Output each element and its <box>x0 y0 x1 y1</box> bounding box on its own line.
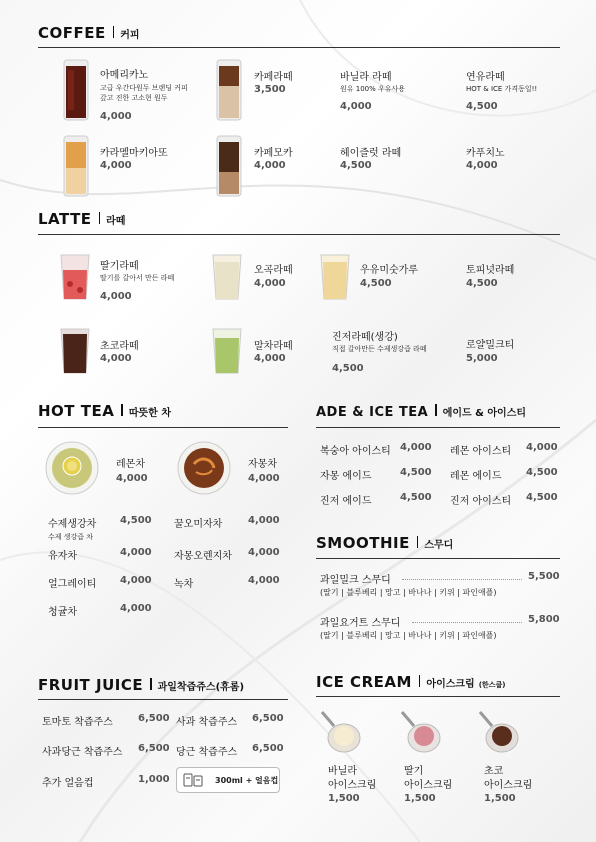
menu-item-name: 아이스크림 <box>484 780 533 791</box>
menu-item-price: 1,500 <box>328 793 360 804</box>
hottea-subtitle: 따뜻한 차 <box>128 408 171 419</box>
menu-item-name: 카페모카 <box>254 148 293 159</box>
menu-item-name: 레몬차 <box>116 459 145 470</box>
latte-subtitle: 라떼 <box>106 216 126 227</box>
menu-item-name: 레몬 아이스티 <box>450 446 512 457</box>
menu-item-options: (딸기 | 블루베리 | 망고 | 바나나 | 키위 | 파인애플) <box>320 588 497 597</box>
menu-item-name: 카푸치노 <box>466 148 505 159</box>
ice-cup-note <box>176 767 280 793</box>
choco-latte-image <box>58 326 92 376</box>
icecream-subtitle: 아이스크림 <box>426 679 475 690</box>
juice-rule <box>38 699 288 700</box>
strawberry-icecream-image <box>398 708 442 756</box>
lemon-tea-image <box>44 440 100 496</box>
juice-title: FRUIT JUICE <box>38 676 144 694</box>
menu-item-name: 진저 에이드 <box>320 496 372 507</box>
menu-item-price: 5,800 <box>528 614 560 625</box>
hottea-rule <box>38 427 288 428</box>
menu-item-price: 4,500 <box>400 492 432 503</box>
menu-item-price: 6,500 <box>138 713 170 724</box>
icecream-rule <box>316 696 560 697</box>
matcha-latte-image <box>210 326 244 376</box>
menu-item-price: 4,000 <box>248 515 280 526</box>
smoothie-rule <box>316 558 560 559</box>
menu-item-price: 4,500 <box>360 278 392 289</box>
smoothie-header <box>316 534 453 552</box>
menu-item-name: 얼그레이티 <box>48 579 97 590</box>
coffee-header <box>38 24 140 42</box>
menu-item-price: 5,000 <box>466 353 498 364</box>
icecream-title: ICE CREAM <box>316 673 412 691</box>
menu-item-name: 오곡라떼 <box>254 265 293 276</box>
menu-item-name: 우유미숫가루 <box>360 265 418 276</box>
menu-item-price: 6,500 <box>252 713 284 724</box>
menu-item-desc: 원유 100% 우유사용 <box>340 85 406 93</box>
menu-item-name: 복숭아 아이스티 <box>320 446 391 457</box>
menu-item-desc: 딸기를 갈아서 만든 라떼 <box>100 274 175 282</box>
menu-item-name: 토피넛라떼 <box>466 265 515 276</box>
menu-item-price: 4,000 <box>248 575 280 586</box>
latte-header <box>38 210 125 228</box>
menu-item-name: 헤이즐럿 라떼 <box>340 148 402 159</box>
menu-item-name: 로얄밀크티 <box>466 340 515 351</box>
menu-item-price: 4,500 <box>120 515 152 526</box>
menu-item-price: 4,000 <box>120 547 152 558</box>
ade-subtitle: 에이드 & 아이스티 <box>442 408 527 419</box>
menu-item-price: 4,000 <box>120 603 152 614</box>
menu-item-name: 연유라떼 <box>466 72 505 83</box>
menu-item-name: 진저 아이스티 <box>450 496 512 507</box>
menu-item-desc: 갚고 진한 고소현 원두 <box>100 94 168 102</box>
menu-item-price: 4,000 <box>100 111 132 122</box>
menu-item-price: 4,000 <box>116 473 148 484</box>
menu-item-name: 딸기 <box>404 766 424 777</box>
hottea-title: HOT TEA <box>38 402 115 420</box>
menu-item-name: 카라멜마키아또 <box>100 148 168 159</box>
menu-item-price: 4,000 <box>248 473 280 484</box>
menu-item-desc: 수제 생강즙 차 <box>48 533 94 541</box>
menu-item-name: 초코라떼 <box>100 341 139 352</box>
menu-item-name: 녹차 <box>174 579 194 590</box>
vanilla-icecream-image <box>318 708 362 756</box>
menu-item-price: 4,500 <box>466 101 498 112</box>
misutgaru-image <box>318 252 352 302</box>
americano-image <box>62 58 90 122</box>
menu-item-name: 자몽오렌지차 <box>174 551 232 562</box>
ade-title: ADE & ICE TEA <box>316 405 429 420</box>
cup-icon <box>183 771 205 789</box>
coffee-subtitle: 커피 <box>120 30 140 41</box>
menu-item-name: 사과당근 착즙주스 <box>42 747 123 758</box>
menu-item-name: 아이스크림 <box>328 780 377 791</box>
cafe-mocha-image <box>215 134 243 198</box>
cafe-latte-image <box>215 58 243 122</box>
latte-title: LATTE <box>38 210 92 228</box>
smoothie-subtitle: 스무디 <box>424 540 454 551</box>
menu-item-price: 4,000 <box>254 160 286 171</box>
menu-item-price: 4,500 <box>526 467 558 478</box>
menu-item-price: 4,000 <box>254 353 286 364</box>
menu-item-price: 1,500 <box>404 793 436 804</box>
menu-item-name: 청귤차 <box>48 607 77 618</box>
menu-item-name: 초코 <box>484 766 504 777</box>
menu-item-price: 4,500 <box>332 363 364 374</box>
ade-rule <box>316 427 560 428</box>
menu-item-price: 4,000 <box>400 442 432 453</box>
ade-header <box>316 404 526 420</box>
menu-item-name: 딸기라떼 <box>100 261 139 272</box>
grain-latte-image <box>210 252 244 302</box>
menu-item-name: 당근 착즙주스 <box>176 747 238 758</box>
latte-rule <box>38 234 560 235</box>
menu-item-name: 꿀오미자차 <box>174 519 223 530</box>
menu-item-price: 4,500 <box>466 278 498 289</box>
menu-item-price: 4,000 <box>120 575 152 586</box>
chocolate-icecream-image <box>476 708 520 756</box>
juice-subtitle: 과일착즙쥬스(휴롬) <box>157 682 245 693</box>
icecream-header <box>316 673 505 691</box>
menu-item-price: 6,500 <box>252 743 284 754</box>
menu-item-price: 1,000 <box>138 774 170 785</box>
menu-item-price: 4,000 <box>340 101 372 112</box>
menu-item-name: 수제생강차 <box>48 519 97 530</box>
menu-item-name: 자몽차 <box>248 459 277 470</box>
menu-item-price: 4,000 <box>100 291 132 302</box>
menu-item-desc: 고급 우간다원두 브랜딩 커피 <box>100 84 188 92</box>
coffee-title: COFFEE <box>38 24 106 42</box>
menu-item-price: 4,000 <box>248 547 280 558</box>
menu-item-name: 토마토 착즙주스 <box>42 717 113 728</box>
menu-item-name: 카페라떼 <box>254 72 293 83</box>
coffee-rule <box>38 47 560 48</box>
menu-item-name: 과일요거트 스무디 <box>320 618 401 629</box>
ice-cup-note-text: 300ml + 얼음컵 <box>215 775 279 785</box>
menu-item-price: 4,000 <box>526 442 558 453</box>
caramel-macchiato-image <box>62 134 90 198</box>
menu-item-price: 4,000 <box>100 160 132 171</box>
menu-item-name: 자몽 에이드 <box>320 471 372 482</box>
menu-item-name: 진저라떼(생강) <box>332 332 398 343</box>
menu-item-name: 바닐라 라떼 <box>340 72 392 83</box>
menu-item-price: 4,500 <box>400 467 432 478</box>
juice-header <box>38 676 244 694</box>
menu-item-price: 4,500 <box>526 492 558 503</box>
menu-item-name: 유자차 <box>48 551 77 562</box>
strawberry-latte-image <box>58 252 92 302</box>
menu-item-name: 추가 얼음컵 <box>42 778 94 789</box>
menu-item-price: 6,500 <box>138 743 170 754</box>
menu-item-name: 바닐라 <box>328 766 357 777</box>
menu-item-name: 아이스크림 <box>404 780 453 791</box>
menu-item-price: 4,000 <box>466 160 498 171</box>
menu-item-desc: HOT & ICE 가격동일!! <box>466 85 538 93</box>
icecream-subtitle-small: (한스쿱) <box>478 681 506 689</box>
menu-item-name: 말차라떼 <box>254 341 293 352</box>
menu-item-price: 1,500 <box>484 793 516 804</box>
grapefruit-tea-image <box>176 440 236 496</box>
menu-item-price: 4,000 <box>254 278 286 289</box>
smoothie-title: SMOOTHIE <box>316 534 410 552</box>
menu-item-price: 5,500 <box>528 571 560 582</box>
menu-item-price: 3,500 <box>254 84 286 95</box>
menu-item-price: 4,500 <box>340 160 372 171</box>
menu-item-name: 사과 착즙주스 <box>176 717 238 728</box>
menu-item-price: 4,000 <box>100 353 132 364</box>
menu-item-name: 아메리카노 <box>100 70 149 81</box>
menu-item-desc: 직접 갈아만든 수제생강즙 라떼 <box>332 345 427 353</box>
hottea-header <box>38 402 171 420</box>
menu-item-name: 과일밀크 스무디 <box>320 575 391 586</box>
menu-item-options: (딸기 | 블루베리 | 망고 | 바나나 | 키위 | 파인애플) <box>320 631 497 640</box>
menu-item-name: 레몬 에이드 <box>450 471 502 482</box>
